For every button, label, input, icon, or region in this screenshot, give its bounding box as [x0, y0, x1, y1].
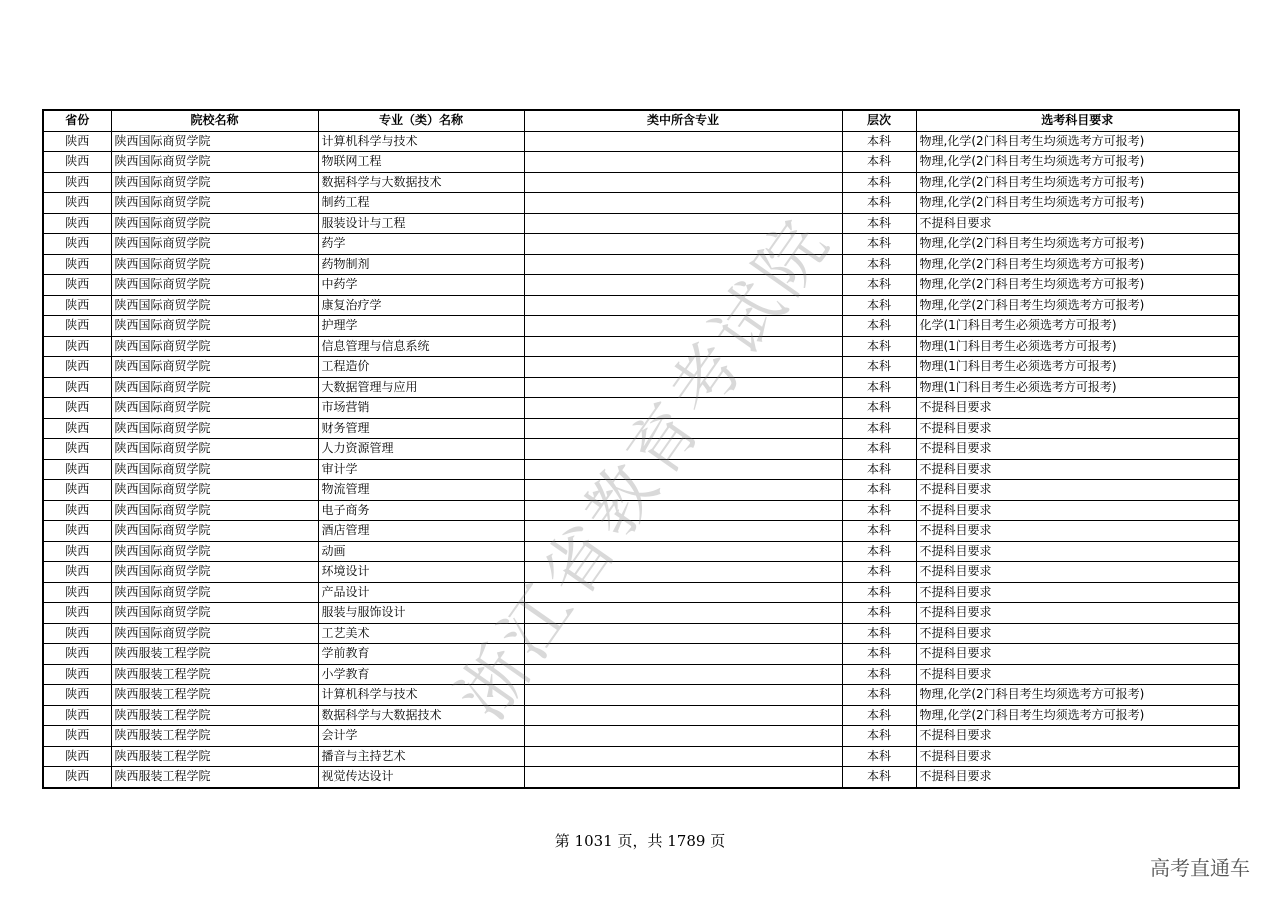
cell-major: 中药学 [318, 275, 524, 296]
cell-school: 陕西国际商贸学院 [111, 131, 318, 152]
cell-level: 本科 [842, 275, 916, 296]
cell-province: 陕西 [43, 152, 111, 173]
cell-major: 数据科学与大数据技术 [318, 172, 524, 193]
cell-subject-requirement: 物理,化学(2门科目考生均须选考方可报考) [916, 254, 1239, 275]
cell-major: 工程造价 [318, 357, 524, 378]
cell-province: 陕西 [43, 234, 111, 255]
cell-major: 计算机科学与技术 [318, 131, 524, 152]
cell-major: 药物制剂 [318, 254, 524, 275]
table-row [43, 726, 1239, 747]
cell-level: 本科 [842, 234, 916, 255]
cell-included-majors [524, 664, 842, 685]
cell-included-majors [524, 459, 842, 480]
cell-level: 本科 [842, 172, 916, 193]
cell-school: 陕西国际商贸学院 [111, 336, 318, 357]
cell-level: 本科 [842, 336, 916, 357]
cell-subject-requirement: 不提科目要求 [916, 603, 1239, 624]
table-row [43, 705, 1239, 726]
cell-included-majors [524, 500, 842, 521]
cell-school: 陕西国际商贸学院 [111, 398, 318, 419]
cell-school: 陕西国际商贸学院 [111, 357, 318, 378]
cell-major: 电子商务 [318, 500, 524, 521]
cell-level: 本科 [842, 500, 916, 521]
cell-level: 本科 [842, 193, 916, 214]
cell-subject-requirement: 不提科目要求 [916, 418, 1239, 439]
table-row [43, 459, 1239, 480]
cell-included-majors [524, 541, 842, 562]
cell-level: 本科 [842, 623, 916, 644]
cell-major: 大数据管理与应用 [318, 377, 524, 398]
cell-school: 陕西服装工程学院 [111, 685, 318, 706]
cell-major: 药学 [318, 234, 524, 255]
cell-province: 陕西 [43, 562, 111, 583]
cell-school: 陕西国际商贸学院 [111, 254, 318, 275]
table-row [43, 644, 1239, 665]
table-row [43, 234, 1239, 255]
cell-subject-requirement: 物理,化学(2门科目考生均须选考方可报考) [916, 193, 1239, 214]
cell-level: 本科 [842, 439, 916, 460]
cell-school: 陕西国际商贸学院 [111, 295, 318, 316]
cell-school: 陕西国际商贸学院 [111, 459, 318, 480]
cell-included-majors [524, 193, 842, 214]
table-row [43, 131, 1239, 152]
cell-major: 制药工程 [318, 193, 524, 214]
cell-included-majors [524, 152, 842, 173]
cell-level: 本科 [842, 316, 916, 337]
cell-school: 陕西国际商贸学院 [111, 234, 318, 255]
cell-province: 陕西 [43, 439, 111, 460]
cell-included-majors [524, 377, 842, 398]
cell-included-majors [524, 275, 842, 296]
table-row [43, 767, 1239, 788]
table-row [43, 336, 1239, 357]
table-row [43, 623, 1239, 644]
cell-subject-requirement: 不提科目要求 [916, 213, 1239, 234]
cell-subject-requirement: 不提科目要求 [916, 480, 1239, 501]
cell-province: 陕西 [43, 377, 111, 398]
cell-level: 本科 [842, 685, 916, 706]
cell-province: 陕西 [43, 603, 111, 624]
header-province: 省份 [43, 110, 111, 131]
cell-school: 陕西服装工程学院 [111, 767, 318, 788]
cell-major: 酒店管理 [318, 521, 524, 542]
cell-major: 服装设计与工程 [318, 213, 524, 234]
cell-subject-requirement: 不提科目要求 [916, 521, 1239, 542]
cell-subject-requirement: 不提科目要求 [916, 439, 1239, 460]
cell-level: 本科 [842, 295, 916, 316]
cell-school: 陕西国际商贸学院 [111, 213, 318, 234]
header-level: 层次 [842, 110, 916, 131]
cell-level: 本科 [842, 521, 916, 542]
cell-included-majors [524, 746, 842, 767]
cell-included-majors [524, 767, 842, 788]
cell-province: 陕西 [43, 357, 111, 378]
cell-school: 陕西国际商贸学院 [111, 418, 318, 439]
cell-province: 陕西 [43, 664, 111, 685]
cell-subject-requirement: 不提科目要求 [916, 664, 1239, 685]
cell-included-majors [524, 336, 842, 357]
cell-school: 陕西国际商贸学院 [111, 582, 318, 603]
cell-major: 市场营销 [318, 398, 524, 419]
cell-school: 陕西国际商贸学院 [111, 480, 318, 501]
table-row [43, 275, 1239, 296]
table-row [43, 603, 1239, 624]
cell-school: 陕西服装工程学院 [111, 705, 318, 726]
cell-included-majors [524, 644, 842, 665]
cell-province: 陕西 [43, 131, 111, 152]
cell-subject-requirement: 不提科目要求 [916, 726, 1239, 747]
cell-school: 陕西国际商贸学院 [111, 172, 318, 193]
cell-major: 财务管理 [318, 418, 524, 439]
cell-school: 陕西国际商贸学院 [111, 316, 318, 337]
cell-level: 本科 [842, 398, 916, 419]
cell-included-majors [524, 418, 842, 439]
cell-province: 陕西 [43, 172, 111, 193]
cell-included-majors [524, 521, 842, 542]
cell-school: 陕西国际商贸学院 [111, 377, 318, 398]
cell-school: 陕西服装工程学院 [111, 664, 318, 685]
cell-province: 陕西 [43, 480, 111, 501]
cell-school: 陕西国际商贸学院 [111, 152, 318, 173]
cell-level: 本科 [842, 377, 916, 398]
cell-included-majors [524, 582, 842, 603]
cell-subject-requirement: 物理(1门科目考生必须选考方可报考) [916, 336, 1239, 357]
table-row [43, 172, 1239, 193]
cell-major: 物流管理 [318, 480, 524, 501]
table-header [43, 110, 1239, 131]
cell-school: 陕西服装工程学院 [111, 644, 318, 665]
cell-province: 陕西 [43, 705, 111, 726]
cell-province: 陕西 [43, 582, 111, 603]
cell-level: 本科 [842, 131, 916, 152]
cell-major: 康复治疗学 [318, 295, 524, 316]
cell-subject-requirement: 物理,化学(2门科目考生均须选考方可报考) [916, 131, 1239, 152]
brand-logo-text: 高考直通车 [1150, 856, 1250, 880]
table-row [43, 213, 1239, 234]
cell-level: 本科 [842, 152, 916, 173]
cell-major: 小学教育 [318, 664, 524, 685]
cell-subject-requirement: 不提科目要求 [916, 623, 1239, 644]
cell-included-majors [524, 398, 842, 419]
cell-level: 本科 [842, 213, 916, 234]
table-row [43, 541, 1239, 562]
table-row [43, 685, 1239, 706]
cell-level: 本科 [842, 582, 916, 603]
cell-school: 陕西服装工程学院 [111, 726, 318, 747]
cell-province: 陕西 [43, 295, 111, 316]
cell-level: 本科 [842, 562, 916, 583]
cell-school: 陕西国际商贸学院 [111, 275, 318, 296]
cell-province: 陕西 [43, 254, 111, 275]
cell-subject-requirement: 不提科目要求 [916, 767, 1239, 788]
cell-province: 陕西 [43, 316, 111, 337]
cell-included-majors [524, 480, 842, 501]
cell-included-majors [524, 562, 842, 583]
cell-school: 陕西国际商贸学院 [111, 623, 318, 644]
cell-school: 陕西国际商贸学院 [111, 541, 318, 562]
cell-level: 本科 [842, 459, 916, 480]
table-row [43, 500, 1239, 521]
cell-included-majors [524, 685, 842, 706]
cell-level: 本科 [842, 746, 916, 767]
cell-province: 陕西 [43, 213, 111, 234]
cell-major: 计算机科学与技术 [318, 685, 524, 706]
table-row [43, 562, 1239, 583]
cell-included-majors [524, 357, 842, 378]
cell-school: 陕西国际商贸学院 [111, 500, 318, 521]
table-row [43, 439, 1239, 460]
cell-subject-requirement: 不提科目要求 [916, 459, 1239, 480]
cell-province: 陕西 [43, 746, 111, 767]
cell-included-majors [524, 623, 842, 644]
cell-subject-requirement: 不提科目要求 [916, 746, 1239, 767]
cell-major: 人力资源管理 [318, 439, 524, 460]
cell-included-majors [524, 726, 842, 747]
table-row [43, 398, 1239, 419]
cell-level: 本科 [842, 357, 916, 378]
cell-level: 本科 [842, 603, 916, 624]
cell-level: 本科 [842, 541, 916, 562]
cell-province: 陕西 [43, 459, 111, 480]
cell-subject-requirement: 物理,化学(2门科目考生均须选考方可报考) [916, 234, 1239, 255]
cell-major: 审计学 [318, 459, 524, 480]
cell-school: 陕西国际商贸学院 [111, 439, 318, 460]
header-included-majors: 类中所含专业 [524, 110, 842, 131]
table-row [43, 357, 1239, 378]
cell-major: 会计学 [318, 726, 524, 747]
table-row [43, 418, 1239, 439]
cell-subject-requirement: 不提科目要求 [916, 582, 1239, 603]
cell-major: 学前教育 [318, 644, 524, 665]
cell-level: 本科 [842, 705, 916, 726]
header-school: 院校名称 [111, 110, 318, 131]
cell-major: 环境设计 [318, 562, 524, 583]
cell-subject-requirement: 不提科目要求 [916, 562, 1239, 583]
cell-subject-requirement: 不提科目要求 [916, 398, 1239, 419]
header-row [43, 110, 1239, 131]
header-major: 专业（类）名称 [318, 110, 524, 131]
cell-province: 陕西 [43, 275, 111, 296]
cell-subject-requirement: 物理(1门科目考生必须选考方可报考) [916, 377, 1239, 398]
cell-included-majors [524, 131, 842, 152]
page-footer: 第 1031 页，共 1789 页 [554, 832, 726, 850]
cell-subject-requirement: 物理,化学(2门科目考生均须选考方可报考) [916, 172, 1239, 193]
cell-subject-requirement: 物理,化学(2门科目考生均须选考方可报考) [916, 705, 1239, 726]
cell-major: 产品设计 [318, 582, 524, 603]
cell-included-majors [524, 234, 842, 255]
cell-level: 本科 [842, 726, 916, 747]
cell-major: 工艺美术 [318, 623, 524, 644]
requirements-table [42, 109, 1240, 789]
cell-level: 本科 [842, 767, 916, 788]
cell-subject-requirement: 物理(1门科目考生必须选考方可报考) [916, 357, 1239, 378]
cell-major: 动画 [318, 541, 524, 562]
cell-included-majors [524, 295, 842, 316]
table-row [43, 254, 1239, 275]
cell-subject-requirement: 不提科目要求 [916, 541, 1239, 562]
cell-subject-requirement: 物理,化学(2门科目考生均须选考方可报考) [916, 152, 1239, 173]
table-row [43, 746, 1239, 767]
cell-level: 本科 [842, 664, 916, 685]
cell-subject-requirement: 物理,化学(2门科目考生均须选考方可报考) [916, 295, 1239, 316]
watermark: 浙江省教育考试院 [442, 203, 848, 734]
cell-major: 护理学 [318, 316, 524, 337]
cell-included-majors [524, 705, 842, 726]
cell-subject-requirement: 物理,化学(2门科目考生均须选考方可报考) [916, 275, 1239, 296]
cell-included-majors [524, 172, 842, 193]
cell-province: 陕西 [43, 193, 111, 214]
cell-province: 陕西 [43, 418, 111, 439]
cell-major: 视觉传达设计 [318, 767, 524, 788]
table-body [43, 131, 1239, 788]
cell-major: 播音与主持艺术 [318, 746, 524, 767]
table-row [43, 193, 1239, 214]
cell-level: 本科 [842, 418, 916, 439]
table-row [43, 582, 1239, 603]
table-row [43, 316, 1239, 337]
cell-province: 陕西 [43, 685, 111, 706]
cell-province: 陕西 [43, 336, 111, 357]
cell-school: 陕西国际商贸学院 [111, 193, 318, 214]
cell-included-majors [524, 603, 842, 624]
cell-school: 陕西国际商贸学院 [111, 521, 318, 542]
cell-major: 物联网工程 [318, 152, 524, 173]
cell-subject-requirement: 化学(1门科目考生必须选考方可报考) [916, 316, 1239, 337]
cell-school: 陕西国际商贸学院 [111, 603, 318, 624]
cell-level: 本科 [842, 644, 916, 665]
table-row [43, 295, 1239, 316]
table-row [43, 152, 1239, 173]
cell-school: 陕西国际商贸学院 [111, 562, 318, 583]
table-row [43, 480, 1239, 501]
cell-subject-requirement: 不提科目要求 [916, 644, 1239, 665]
table-row [43, 664, 1239, 685]
cell-level: 本科 [842, 254, 916, 275]
cell-province: 陕西 [43, 521, 111, 542]
cell-included-majors [524, 316, 842, 337]
cell-province: 陕西 [43, 541, 111, 562]
cell-subject-requirement: 不提科目要求 [916, 500, 1239, 521]
cell-major: 服装与服饰设计 [318, 603, 524, 624]
table-row [43, 377, 1239, 398]
cell-level: 本科 [842, 480, 916, 501]
cell-province: 陕西 [43, 644, 111, 665]
cell-included-majors [524, 213, 842, 234]
cell-province: 陕西 [43, 726, 111, 747]
cell-included-majors [524, 439, 842, 460]
cell-included-majors [524, 254, 842, 275]
cell-major: 信息管理与信息系统 [318, 336, 524, 357]
cell-province: 陕西 [43, 767, 111, 788]
cell-province: 陕西 [43, 398, 111, 419]
header-subject-requirement: 选考科目要求 [916, 110, 1239, 131]
cell-school: 陕西服装工程学院 [111, 746, 318, 767]
cell-province: 陕西 [43, 500, 111, 521]
cell-major: 数据科学与大数据技术 [318, 705, 524, 726]
cell-province: 陕西 [43, 623, 111, 644]
table-row [43, 521, 1239, 542]
cell-subject-requirement: 物理,化学(2门科目考生均须选考方可报考) [916, 685, 1239, 706]
